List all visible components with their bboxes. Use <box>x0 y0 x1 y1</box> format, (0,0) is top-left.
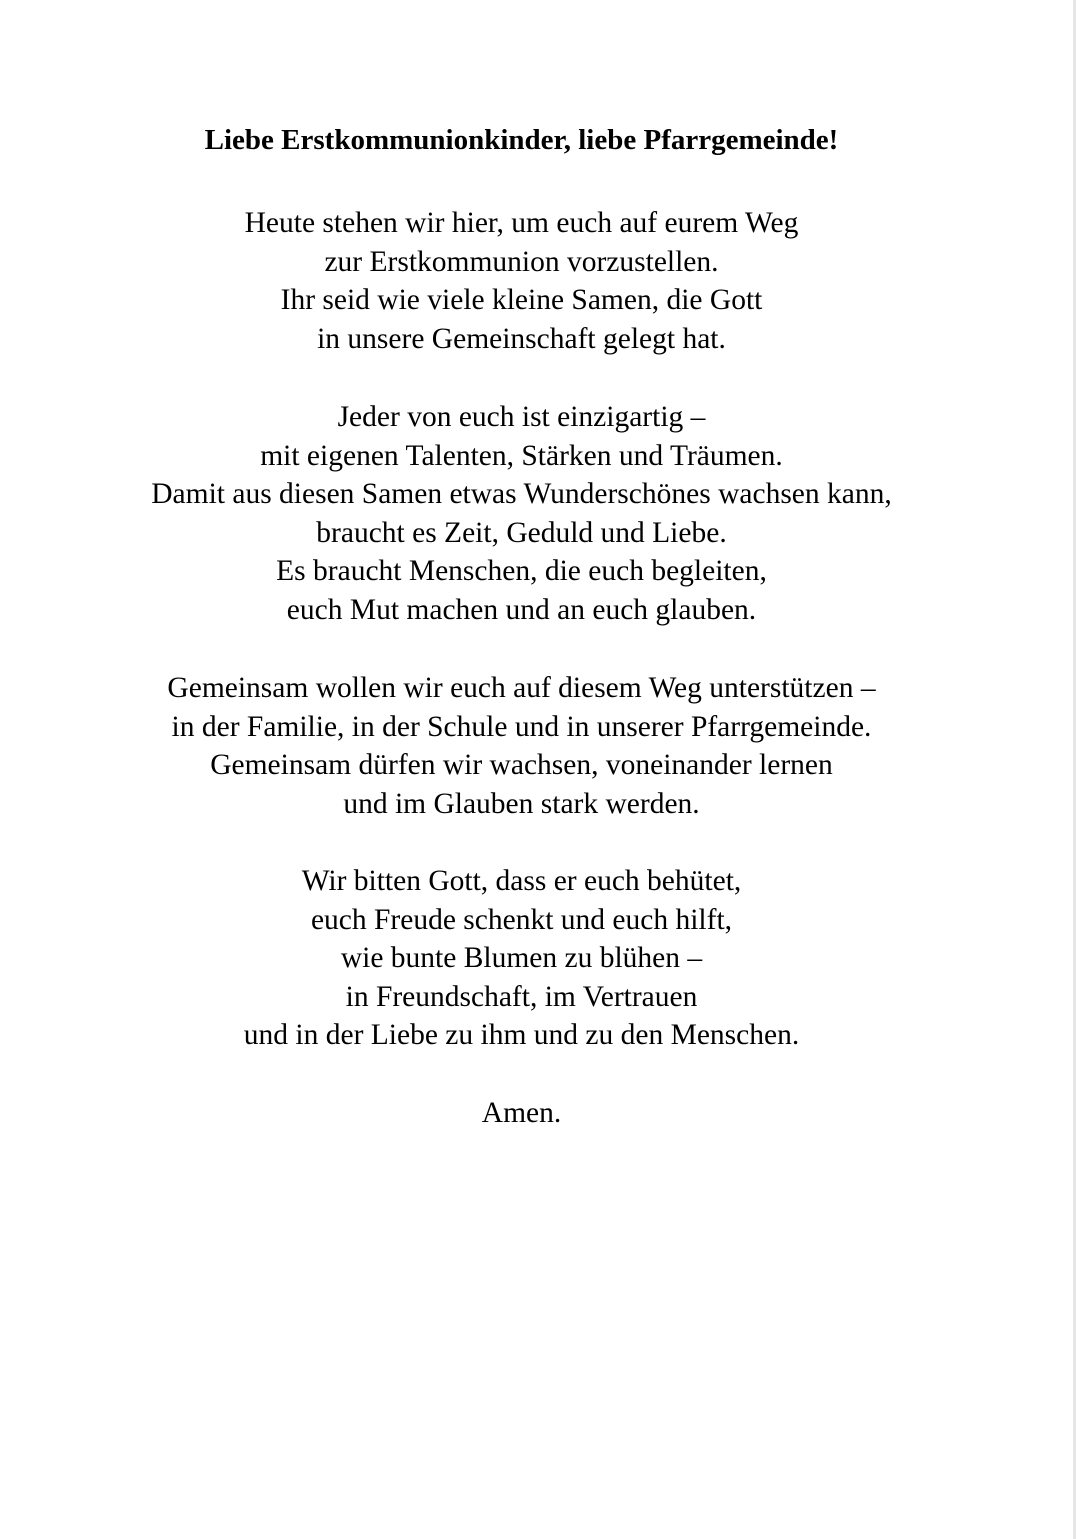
text-line: braucht es Zeit, Geduld und Liebe. <box>316 516 727 549</box>
text-line: mit eigenen Talenten, Stärken und Träumen. <box>260 439 783 472</box>
text-line: Damit aus diesen Samen etwas Wunderschönes wachsen kann, <box>151 478 892 511</box>
text-line: in Freundschaft, im Vertrauen <box>345 980 698 1013</box>
text-line: und im Glauben stark werden. <box>343 787 700 820</box>
text-line: Es braucht Menschen, die euch begleiten, <box>276 555 767 588</box>
text-line: wie bunte Blumen zu blühen – <box>340 942 703 975</box>
text-line: Gemeinsam dürfen wir wachsen, voneinander lernen <box>210 749 833 782</box>
text-line: und in der Liebe zu ihm und zu den Menschen. <box>243 1019 800 1052</box>
text-line: in der Familie, in der Schule und in unserer Pfarrgemeinde. <box>171 710 872 743</box>
stanza-2 <box>0 398 1043 630</box>
text-line: euch Freude schenkt und euch hilft, <box>310 903 733 936</box>
stanza-4 <box>0 862 1043 1055</box>
text-line: in unsere Gemeinschaft gelegt hat. <box>317 322 726 355</box>
text-line: zur Erstkommunion vorzustellen. <box>324 245 719 278</box>
text-line: Jeder von euch ist einzigartig – <box>337 401 706 433</box>
stanza-1 <box>0 204 1043 358</box>
text-line: euch Mut machen und an euch glauben. <box>286 593 757 626</box>
text-line: Ihr seid wie viele kleine Samen, die Gott <box>280 284 763 317</box>
stanza-3 <box>0 669 1043 823</box>
document-title: Liebe Erstkommunionkinder, liebe Pfarrgemeinde! <box>204 124 839 156</box>
closing-amen <box>0 1094 1043 1133</box>
text-line: Heute stehen wir hier, um euch auf eurem Weg <box>244 207 799 239</box>
text-line: Gemeinsam wollen wir euch auf diesem Weg unterstützen – <box>167 672 876 704</box>
text-line: Amen. <box>481 1097 562 1129</box>
text-line: Wir bitten Gott, dass er euch behütet, <box>301 865 742 897</box>
